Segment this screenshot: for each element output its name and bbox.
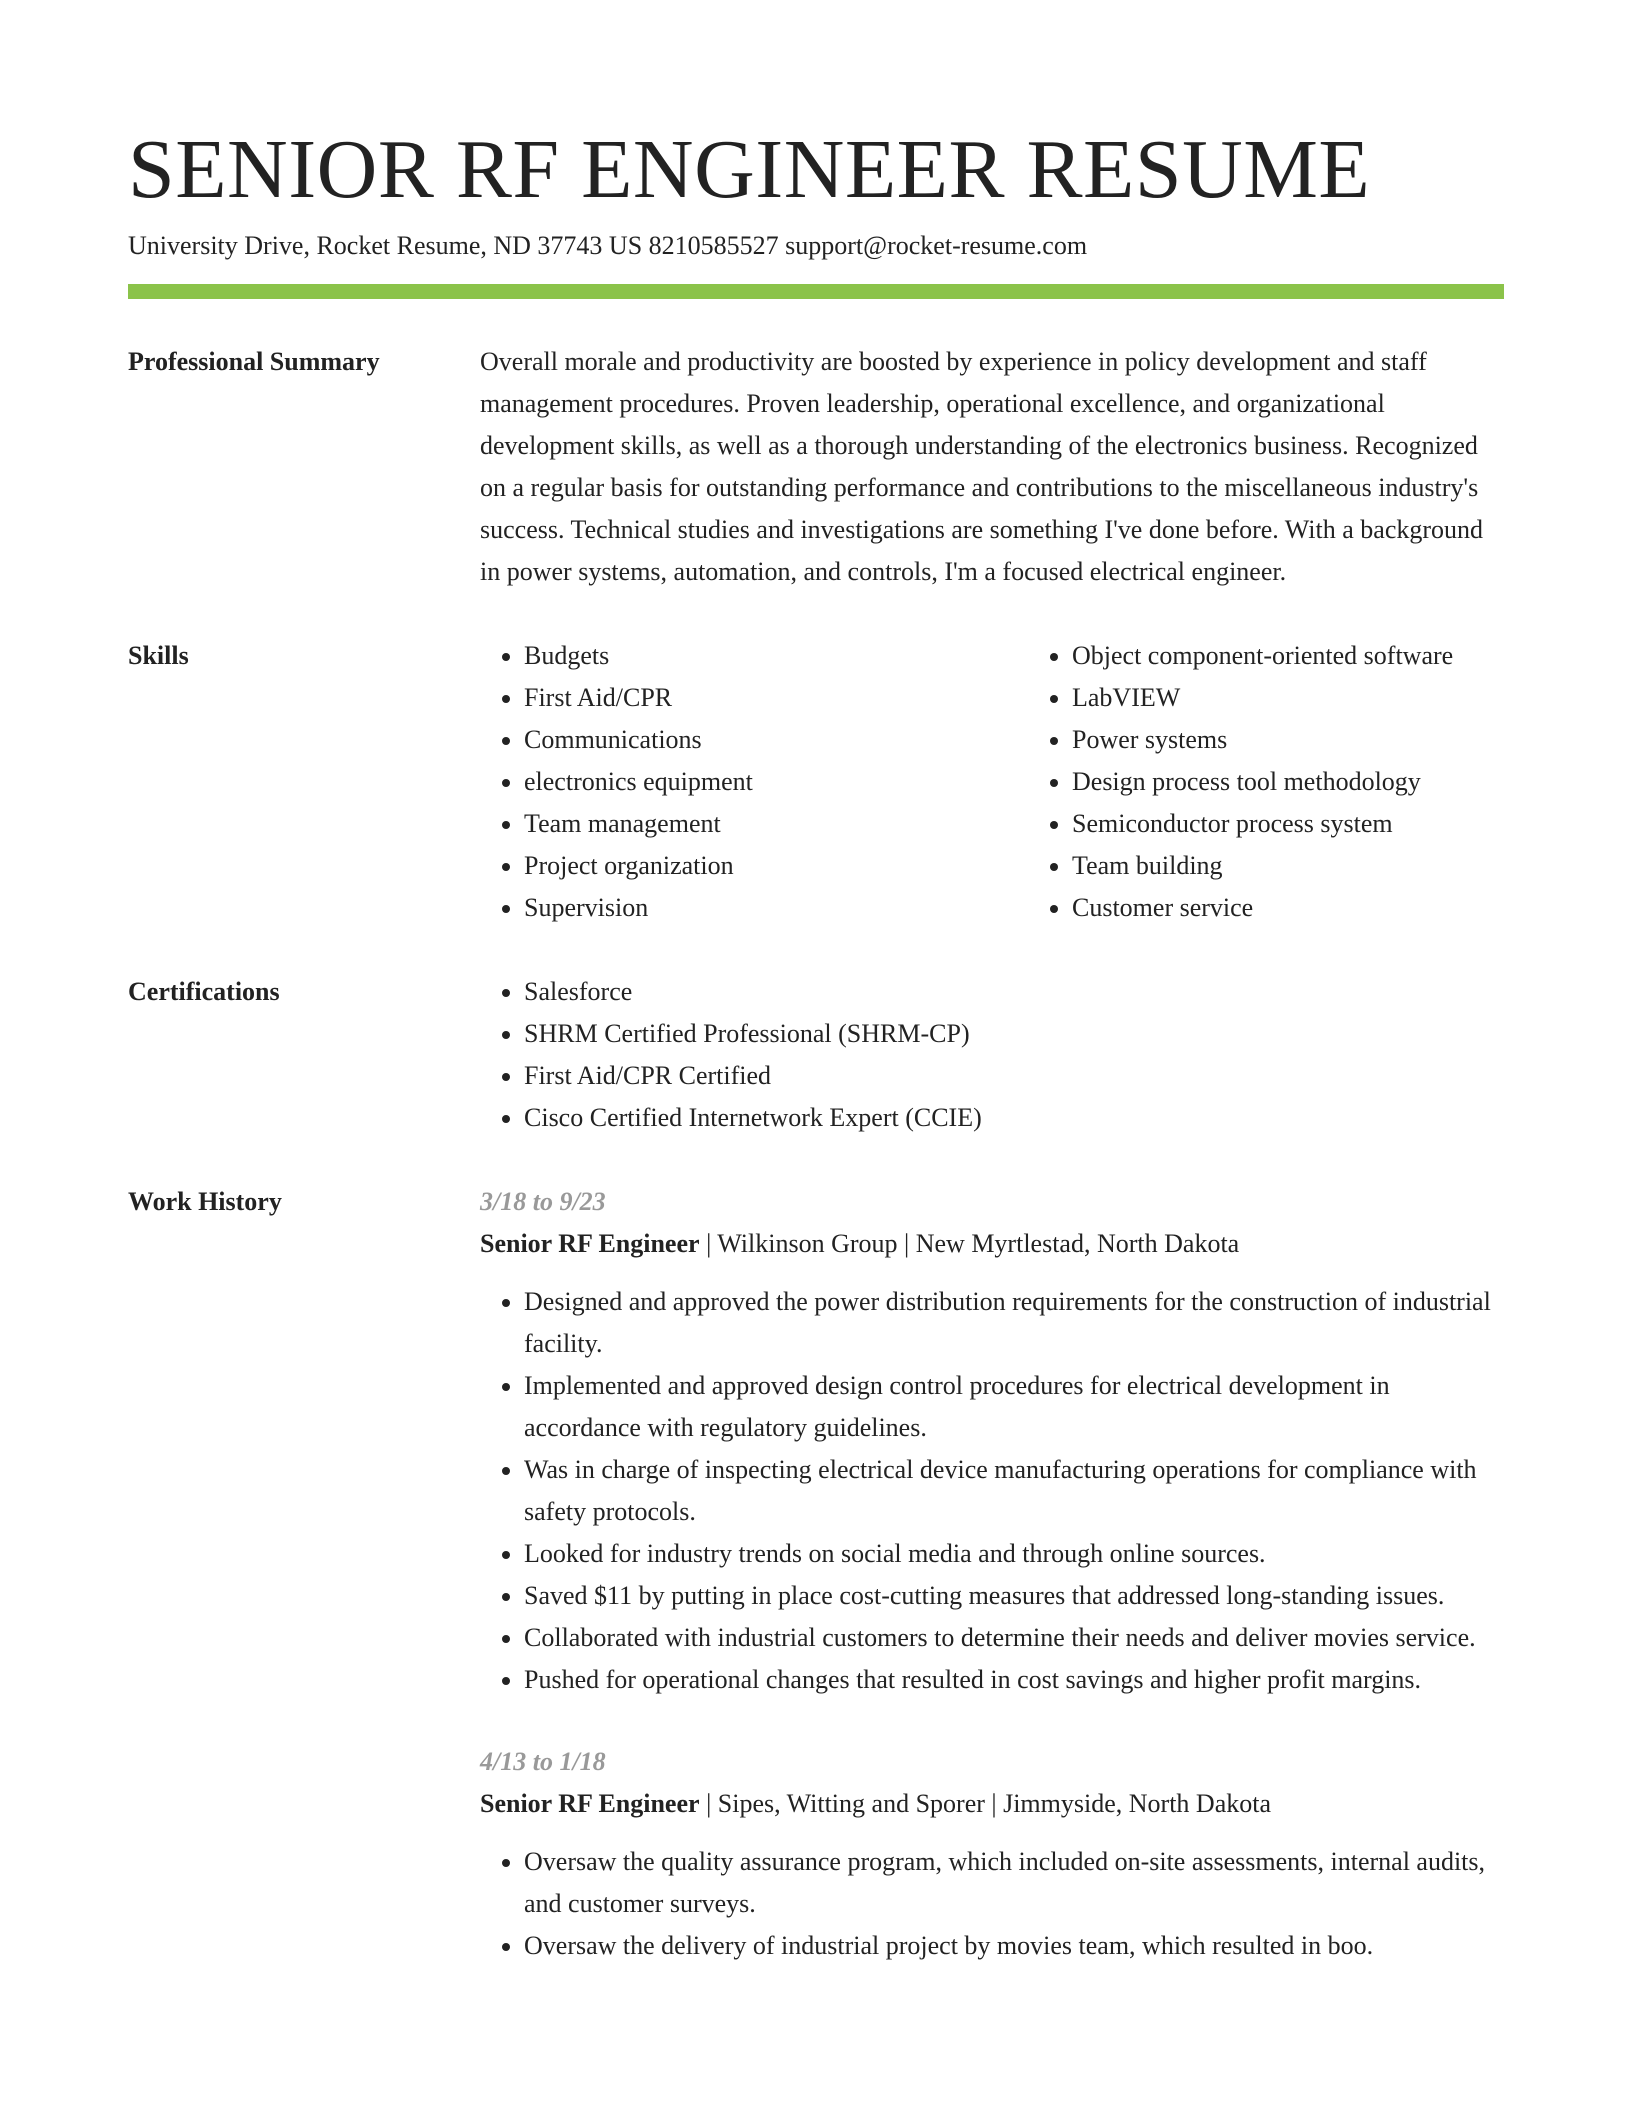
list-item: • Budgets [524, 635, 1028, 677]
list-item: • Customer service [1072, 887, 1504, 929]
list-item: • Looked for industry trends on social media and through online sources. [524, 1533, 1504, 1575]
list-item: • LabVIEW [1072, 677, 1504, 719]
list-item: • Designed and approved the power distribution requirements for the construction of industrial facility. [524, 1281, 1504, 1365]
section-label-work-history: Work History [128, 1187, 282, 1216]
job-details: | Wilkinson Group | New Myrtlestad, North Dakota [699, 1229, 1240, 1258]
certifications-body [480, 971, 1504, 1139]
job-title: Senior RF Engineer [480, 1229, 700, 1258]
job-heading [480, 1223, 1504, 1265]
section-label-certifications: Certifications [128, 977, 280, 1006]
list-item: • First Aid/CPR Certified [524, 1055, 1504, 1097]
job-bullets [480, 1841, 1504, 1967]
section-professional-summary [128, 349, 1504, 593]
list-item: • Salesforce [524, 971, 1504, 1013]
list-item: • Saved $11 by putting in place cost-cutting measures that addressed long-standing issues. [524, 1575, 1504, 1617]
job-details: | Sipes, Witting and Sporer | Jimmyside, North Dakota [699, 1789, 1272, 1818]
list-item: • Cisco Certified Internetwork Expert (CCIE) [524, 1097, 1504, 1139]
list-item: • Collaborated with industrial customers to determine their needs and deliver movies service. [524, 1617, 1504, 1659]
job-heading [480, 1783, 1504, 1825]
job-bullets [480, 1281, 1504, 1701]
list-item: • Team building [1072, 845, 1504, 887]
list-item: • Communications [524, 719, 1028, 761]
section-work-history [128, 1189, 1504, 1967]
list-item: • Oversaw the delivery of industrial project by movies team, which resulted in boo. [524, 1925, 1504, 1967]
list-item: • First Aid/CPR [524, 677, 1028, 719]
skills-list-left [480, 635, 1028, 929]
skills-body [480, 635, 1504, 929]
job-entry [480, 1741, 1504, 1967]
list-item: • Supervision [524, 887, 1028, 929]
work-history-body [480, 1181, 1504, 1967]
list-item: • Oversaw the quality assurance program, which included on-site assessments, internal audits, and customer surveys. [524, 1841, 1504, 1925]
job-title: Senior RF Engineer [480, 1789, 700, 1818]
section-certifications [128, 979, 1504, 1139]
skills-list-right [1028, 635, 1504, 929]
list-item: • Design process tool methodology [1072, 761, 1504, 803]
section-label-skills: Skills [128, 641, 189, 670]
list-item: • Implemented and approved design control procedures for electrical development in accordance with regulatory guidelines. [524, 1365, 1504, 1449]
list-item: • SHRM Certified Professional (SHRM-CP) [524, 1013, 1504, 1055]
job-dates: 3/18 to 9/23 [480, 1187, 606, 1216]
page-title: SENIOR RF ENGINEER RESUME [128, 123, 1371, 216]
certifications-list [480, 971, 1504, 1139]
list-item: • Semiconductor process system [1072, 803, 1504, 845]
list-item: • Team management [524, 803, 1028, 845]
list-item: • Was in charge of inspecting electrical device manufacturing operations for compliance with safety protocols. [524, 1449, 1504, 1533]
header-divider [128, 284, 1504, 299]
job-dates: 4/13 to 1/18 [480, 1747, 606, 1776]
list-item: • Object component-oriented software [1072, 635, 1504, 677]
summary-text: Overall morale and productivity are boosted by experience in policy development and staff management procedures. Proven leadership, operational excellence, and organizational development skills, as well as a thorough understanding of the electronics business. Recognized on a regular basis for outstanding performance and contributions to the miscellaneous industry's success. Technical studies and investigations are something I've done before. With a background in power systems, automation, and controls, I'm a focused electrical engineer. [480, 347, 1484, 586]
list-item: • Pushed for operational changes that resulted in cost savings and higher profit margins. [524, 1659, 1504, 1701]
section-label-summary: Professional Summary [128, 347, 380, 376]
summary-body [480, 341, 1504, 593]
resume-page [128, 120, 1504, 1967]
section-skills [128, 643, 1504, 929]
list-item: • Power systems [1072, 719, 1504, 761]
contact-line: University Drive, Rocket Resume, ND 37743 US 8210585527 support@rocket-resume.com [128, 231, 1088, 260]
list-item: • electronics equipment [524, 761, 1028, 803]
job-entry [480, 1181, 1504, 1701]
list-item: • Project organization [524, 845, 1028, 887]
